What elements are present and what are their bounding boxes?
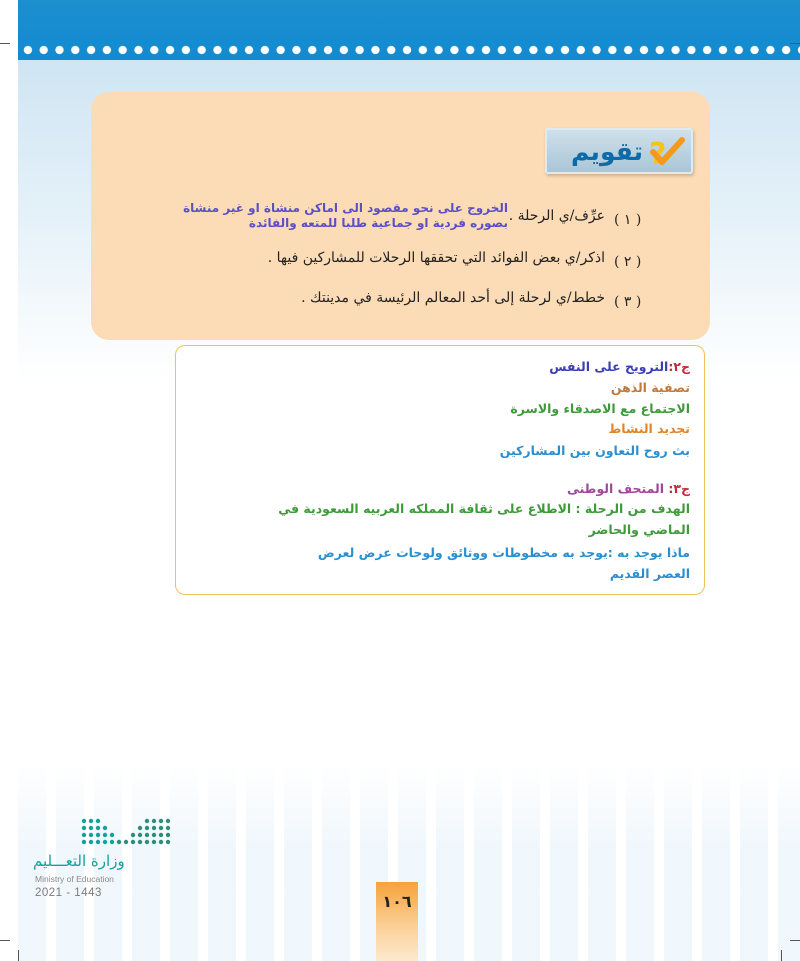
question-2-number: ( ٢ ) [614,254,642,270]
ministry-name-ar: وزارة التعـــليم [33,852,125,870]
answer-3-contents: ماذا يوجد به :يوجد به مخطوطات ووثائق ولوحات عرض لعرض [317,545,690,560]
crop-mark [18,950,19,961]
question-2-text: اذكر/ي بعض الفوائد التي تحققها الرحلات للمشاركين فيها . [267,250,605,266]
answer-2-item: تجديد النشاط [608,421,690,436]
ministry-logo-icon [80,816,172,846]
page-number-tab [376,882,418,961]
answer-2-heading: ج٢:الترويح على النفس [549,359,690,374]
question-3-text: خطط/ي لرحلة إلى أحد المعالم الرئيسة في مدينتك . [301,290,605,306]
crop-mark [781,950,782,961]
answer-1: الخروج على نحو مقصود الى اماكن منشاة او غير منشاة بصوره فردية او جماعية طلبا للمتعه والفائدة [183,201,508,230]
answer-2-item: الاجتماع مع الاصدقاء والاسرة [510,401,690,416]
question-1-text: عرِّف/ي الرحلة . [508,208,605,224]
ministry-name-en: Ministry of Education [35,874,114,884]
evaluation-badge [545,128,693,174]
svg-text:?: ? [649,137,667,170]
checkmark-question-icon [645,134,685,170]
page-number: ١٠٦ [382,892,412,911]
answer-3-heading: ج٣: المتحف الوطنى [566,481,690,496]
crop-mark [790,940,800,941]
answer-2-item: بث روح التعاون بين المشاركين [499,443,690,458]
crop-mark [790,43,800,44]
crop-mark [0,43,10,44]
answer-2-item: تصفية الذهن [610,380,690,395]
answer-3-goal: الهدف من الرحلة : الاطلاع على ثقافة المملكه العربيه السعودية في [278,501,690,516]
dotted-border [18,40,800,60]
answer-3-goal: الماضي والحاضر [588,522,690,537]
crop-mark [0,940,10,941]
evaluation-title: تقويم [570,137,643,166]
edition-year: 2021 - 1443 [35,887,102,899]
question-3-number: ( ٣ ) [614,294,642,310]
question-1-number: ( ١ ) [614,212,642,228]
answer-3-contents: العصر القديم [609,566,690,581]
